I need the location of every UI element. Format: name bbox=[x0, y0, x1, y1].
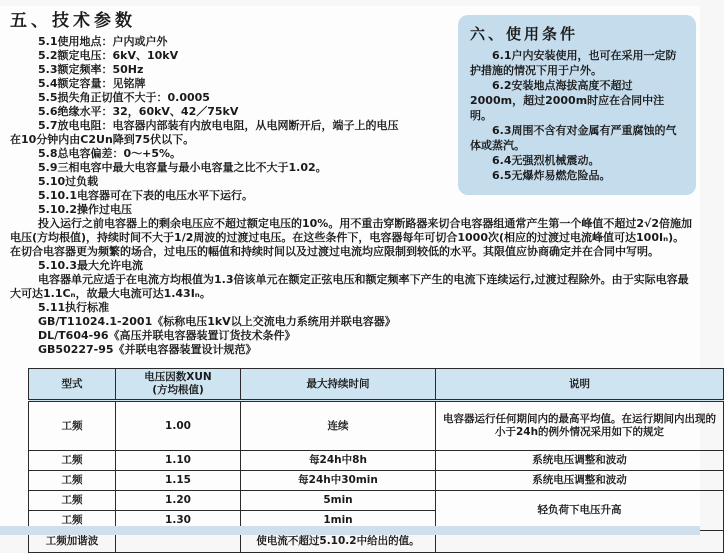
condition-6-5: 6.5无爆炸易燃危险品。 bbox=[492, 169, 611, 182]
table-header-row bbox=[29, 369, 724, 401]
max-current-title: 5.10.3最大允许电流 bbox=[38, 259, 143, 272]
cell-note: 系统电压调整和波动 bbox=[436, 471, 724, 491]
cell-type: 工频 bbox=[29, 511, 116, 531]
condition-6-3: 6.3周围不含有对金属有严重腐蚀的气体或蒸汽。 bbox=[470, 124, 677, 152]
section-6-heading: 六、使用条件 bbox=[470, 25, 579, 43]
cell-duration: 1min bbox=[241, 511, 436, 531]
cell-type: 工频加谐波 bbox=[29, 531, 116, 553]
col-header-factor bbox=[116, 369, 241, 401]
cell-type: 工频 bbox=[29, 451, 116, 471]
tech-line-5-7: 5.7放电电阻：电容器内部装有内放电电阻，从电网断开后，端子上的电压 bbox=[38, 119, 399, 132]
max-current-paragraph: 电容器单元应适于在电流方均根值为1.3倍该单元在额定正弦电压和额定频率下产生的电流下连续运行,过渡过程除外。由于实际电容最大可达1.1Cₙ，故最大电流可达1.43Iₙ。 bbox=[10, 273, 689, 300]
cell-duration: 每24h中8h bbox=[241, 451, 436, 471]
col-header-factor-line1: 电压因数XUN bbox=[144, 371, 212, 383]
tech-line-5-1: 5.1使用地点：户内或户外 bbox=[38, 35, 168, 48]
cell-duration: 5min bbox=[241, 491, 436, 511]
document-page bbox=[0, 6, 716, 547]
tech-line-5-9: 5.9三相电容中最大电容量与最小电容量之比不大于1.02。 bbox=[38, 161, 327, 174]
cell-note: 电容器运行任何期间内的最高平均值。在运行期间内出现的小于24h的例外情况采用如下的规定 bbox=[436, 401, 724, 451]
tech-line-5-4: 5.4额定容量：见铭牌 bbox=[38, 77, 146, 90]
tech-parameter-list bbox=[10, 35, 456, 217]
cell-duration: 使电流不超过5.10.2中给出的值。 bbox=[241, 531, 436, 553]
col-header-factor-line2: (方均根值) bbox=[152, 384, 204, 396]
tech-line-5-6: 5.6绝缘水平：32，60kV、42／75kV bbox=[38, 105, 239, 118]
col-header-type: 型式 bbox=[29, 369, 116, 401]
tech-line-5-8: 5.8总电容偏差：0～+5%。 bbox=[38, 147, 182, 160]
tech-line-5-10: 5.10过负载 bbox=[38, 175, 99, 188]
standards-title: 5.11执行标准 bbox=[38, 301, 110, 314]
tech-line-5-5: 5.5损失角正切值不大于：0.0005 bbox=[38, 91, 210, 104]
cell-type: 工频 bbox=[29, 401, 116, 451]
table-row bbox=[29, 491, 724, 511]
tech-paragraphs bbox=[10, 217, 694, 357]
cell-type: 工频 bbox=[29, 471, 116, 491]
cell-factor: 1.15 bbox=[116, 471, 241, 491]
cell-duration: 连续 bbox=[241, 401, 436, 451]
overvoltage-paragraph: 投入运行之前电容器上的剩余电压应不超过额定电压的10%。用不重击穿断路器来切合电容器组通常产生第一个峰值不超过2√2倍施加电压(方均根值)，持续时间不大于1/2周波的过渡过电压。在这些条件下，电容器每年可切合1000次(相应的过渡过电流峰值可达100Iₙ)。在切合电容器更为频繁的场合，过电压的幅值和持续时间以及过渡过电流均应限制到较低的水平。其限值应协商确定并在合同中写明。 bbox=[10, 217, 692, 258]
condition-6-2: 6.2安装地点海拔高度不超过2000m，超过2000m时应在合同中注明。 bbox=[470, 79, 665, 122]
cell-duration: 每24h中30min bbox=[241, 471, 436, 491]
section-5-heading: 五、技术参数 bbox=[10, 11, 136, 31]
col-header-duration: 最大持续时间 bbox=[241, 369, 436, 401]
tech-line-5-10-2: 5.10.2操作过电压 bbox=[38, 203, 132, 216]
standard-gbt11024: GB/T11024.1-2001《标称电压1kV以上交流电力系统用并联电容器》 bbox=[38, 315, 396, 328]
condition-6-1: 6.1户内安装使用，也可在采用一定防护措施的情况下用于户外。 bbox=[470, 49, 677, 77]
cell-factor: 1.20 bbox=[116, 491, 241, 511]
tech-line-5-2: 5.2额定电压：6kV、10kV bbox=[38, 49, 179, 62]
cell-note-merged: 轻负荷下电压升高 bbox=[436, 491, 724, 531]
cell-note: 系统电压调整和波动 bbox=[436, 451, 724, 471]
cell-factor: 1.00 bbox=[116, 401, 241, 451]
standard-gb50227: GB50227-95《并联电容器装置设计规范》 bbox=[38, 343, 257, 356]
cell-factor: 1.10 bbox=[116, 451, 241, 471]
table-row bbox=[29, 471, 724, 491]
condition-6-4: 6.4无强烈机械震动。 bbox=[492, 154, 600, 167]
table-row bbox=[29, 451, 724, 471]
bottom-strip bbox=[0, 526, 700, 535]
usage-conditions-box bbox=[458, 15, 696, 195]
cell-type: 工频 bbox=[29, 491, 116, 511]
tech-line-5-3: 5.3额定频率：50Hz bbox=[38, 63, 144, 76]
col-header-note: 说明 bbox=[436, 369, 724, 401]
table-row bbox=[29, 401, 724, 451]
cell-factor: 1.30 bbox=[116, 511, 241, 531]
tech-line-5-10-1: 5.10.1电容器可在下表的电压水平下运行。 bbox=[38, 189, 253, 202]
standard-dlt604: DL/T604-96《高压并联电容器装置订货技术条件》 bbox=[38, 329, 296, 342]
tech-line-5-7-cont: 在10分钟内由C2Un降到75伏以下。 bbox=[10, 133, 195, 146]
